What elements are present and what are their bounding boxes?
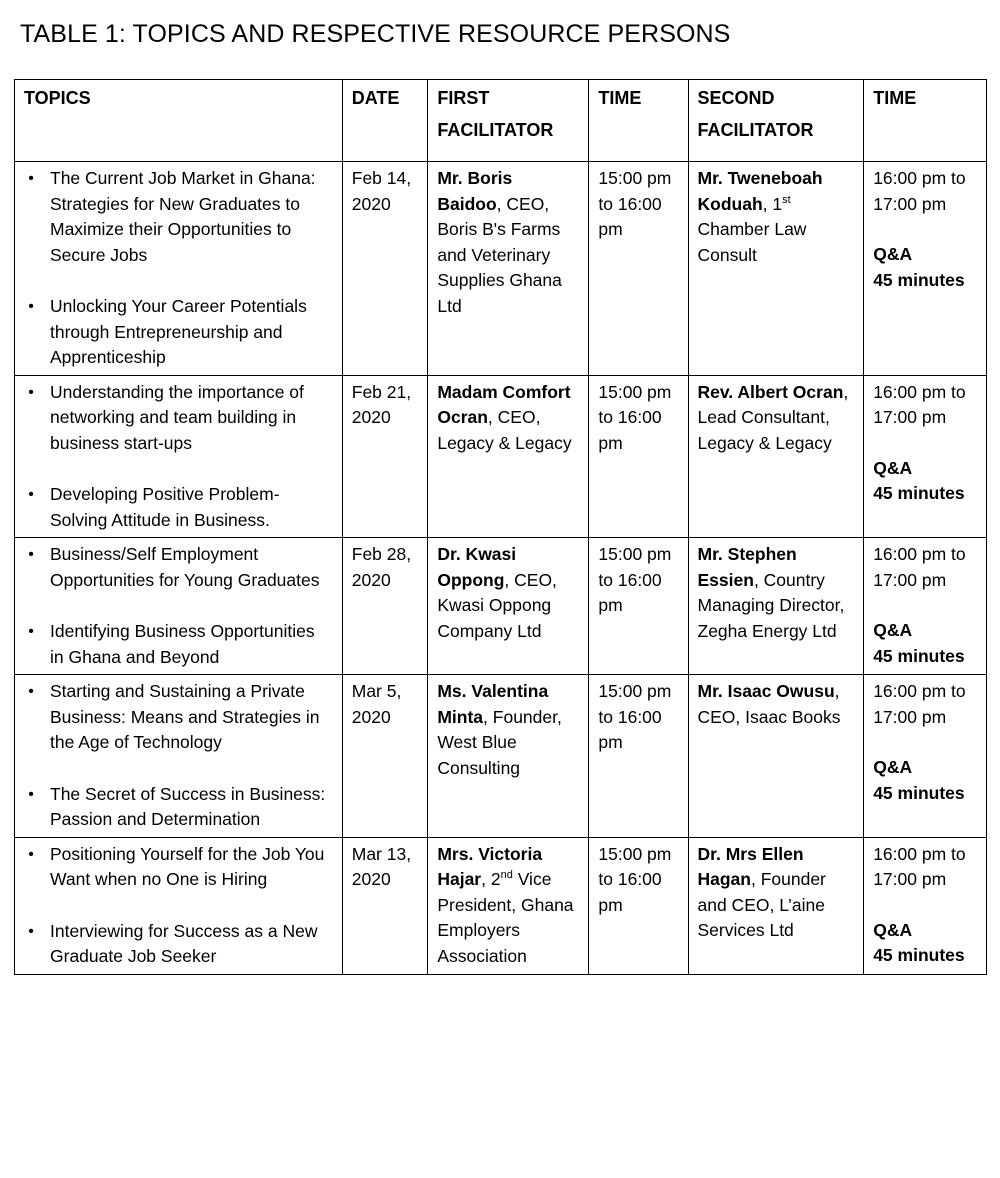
facilitator-role: , Country Managing Director, Zegha Energy Ltd: [697, 569, 845, 641]
time-2-cell: [864, 675, 987, 838]
qa-duration: 45 minutes: [873, 645, 965, 666]
bullet-icon: •: [28, 922, 34, 940]
topic-list: [24, 380, 333, 534]
topic-text: Business/Self Employment Opportunities for Young Graduates: [50, 544, 320, 590]
topic-item: [24, 842, 333, 893]
facilitator-role: Vice President, Ghana Employers Association: [437, 869, 574, 966]
topic-text: The Current Job Market in Ghana: Strategies for New Graduates to Maximize their Opportunities to Secure Jobs: [50, 168, 316, 265]
facilitator-role: , CEO, Isaac Books: [697, 681, 841, 727]
topic-item: [24, 919, 333, 970]
date-cell: Mar 13, 2020: [342, 837, 428, 974]
session-time: 16:00 pm to 17:00 pm: [873, 168, 966, 214]
first-facilitator-cell: [428, 675, 589, 838]
topic-list: [24, 542, 333, 670]
topic-item: [24, 542, 333, 593]
facilitator-name: Dr. Mrs Ellen Hagan: [697, 843, 804, 889]
qa-label: Q&A: [873, 457, 913, 478]
topic-list: [24, 679, 333, 833]
second-facilitator-cell: [688, 375, 864, 538]
table-row: [15, 538, 987, 675]
bullet-icon: •: [28, 383, 34, 401]
topic-list: [24, 166, 333, 371]
facilitator-name: Madam Comfort Ocran: [437, 381, 571, 427]
time-2-cell: [864, 375, 987, 538]
second-facilitator-cell: [688, 837, 864, 974]
qa-duration: 45 minutes: [873, 782, 965, 803]
session-time: 16:00 pm to 17:00 pm: [873, 681, 966, 727]
date-cell: Feb 28, 2020: [342, 538, 428, 675]
header-time-2: TIME: [864, 80, 987, 162]
facilitator-name: Mrs. Victoria Hajar: [437, 843, 543, 889]
time-1-cell: 15:00 pm to 16:00 pm: [589, 162, 688, 376]
topic-list: [24, 842, 333, 970]
facilitator-name: Mr. Tweneboah Koduah: [697, 168, 823, 214]
facilitator-role: Chamber Law Consult: [697, 219, 807, 265]
date-cell: Feb 14, 2020: [342, 162, 428, 376]
time-1-cell: 15:00 pm to 16:00 pm: [589, 375, 688, 538]
first-facilitator-cell: [428, 162, 589, 376]
header-first-facilitator: FIRST FACILITATOR: [428, 80, 589, 162]
date-cell: Mar 5, 2020: [342, 675, 428, 838]
time-2-cell: [864, 538, 987, 675]
table-row: [15, 837, 987, 974]
topic-item: [24, 482, 333, 533]
topic-text: Unlocking Your Career Potentials through Entrepreneurship and Apprenticeship: [50, 296, 307, 367]
qa-label: Q&A: [873, 919, 913, 940]
topic-text: Developing Positive Problem-Solving Attitude in Business.: [50, 484, 280, 530]
first-facilitator-cell: [428, 837, 589, 974]
second-facilitator-cell: [688, 162, 864, 376]
qa-label: Q&A: [873, 757, 913, 777]
facilitator-name: Mr. Stephen Essien: [697, 544, 797, 590]
time-2-cell: [864, 837, 987, 974]
topic-item: [24, 782, 333, 833]
facilitator-name: Dr. Kwasi Oppong: [437, 544, 517, 590]
qa-duration: 45 minutes: [873, 269, 965, 290]
facilitator-name: Mr. Isaac Owusu: [697, 681, 835, 701]
header-second-facilitator: SECOND FACILITATOR: [688, 80, 864, 162]
topics-cell: [15, 675, 343, 838]
session-time: 16:00 pm to 17:00 pm: [873, 381, 966, 427]
qa-duration: 45 minutes: [873, 945, 965, 965]
first-facilitator-cell: [428, 375, 589, 538]
schedule-table: [14, 79, 987, 975]
bullet-icon: •: [28, 683, 34, 700]
time-1-cell: 15:00 pm to 16:00 pm: [589, 538, 688, 675]
time-1-cell: 15:00 pm to 16:00 pm: [589, 675, 688, 838]
topic-text: Identifying Business Opportunities in Ghana and Beyond: [50, 621, 315, 667]
bullet-icon: •: [28, 298, 34, 315]
topic-text: Understanding the importance of networking and team building in business start-ups: [50, 381, 304, 453]
facilitator-role: , 1: [762, 193, 783, 214]
header-time-1: TIME: [589, 80, 688, 162]
facilitator-name: Ms. Valentina Minta: [437, 681, 549, 727]
facilitator-role: , CEO, Legacy & Legacy: [437, 407, 572, 453]
topics-cell: [15, 837, 343, 974]
topics-cell: [15, 375, 343, 538]
facilitator-role: , Founder, West Blue Consulting: [437, 706, 562, 778]
header-date: DATE: [342, 80, 428, 162]
second-facilitator-cell: [688, 675, 864, 838]
qa-duration: 45 minutes: [873, 483, 965, 503]
time-1-cell: 15:00 pm to 16:00 pm: [589, 837, 688, 974]
bullet-icon: •: [28, 845, 34, 863]
date-cell: Feb 21, 2020: [342, 375, 428, 538]
header-topics: TOPICS: [15, 80, 343, 162]
bullet-icon: •: [28, 623, 34, 640]
ordinal-suffix: nd: [500, 869, 513, 882]
facilitator-role: , Founder and CEO, L’aine Services Ltd: [697, 869, 826, 940]
facilitator-role: , CEO, Kwasi Oppong Company Ltd: [437, 569, 557, 641]
facilitator-role: , Lead Consultant, Legacy & Legacy: [697, 381, 849, 453]
second-facilitator-cell: [688, 538, 864, 675]
bullet-icon: •: [28, 785, 34, 803]
session-time: 16:00 pm to 17:00 pm: [873, 544, 966, 590]
table-row: [15, 675, 987, 838]
table-row: [15, 375, 987, 538]
topic-item: [24, 294, 333, 371]
topic-item: [24, 679, 333, 756]
facilitator-name: Rev. Albert Ocran: [697, 381, 844, 402]
facilitator-role: , CEO, Boris B's Farms and Veterinary Supplies Ghana Ltd: [437, 193, 562, 316]
time-2-cell: [864, 162, 987, 376]
header-row: [15, 80, 987, 162]
qa-label: Q&A: [873, 244, 913, 264]
bullet-icon: •: [28, 486, 34, 503]
topics-cell: [15, 538, 343, 675]
ordinal-suffix: st: [782, 193, 791, 206]
topics-cell: [15, 162, 343, 376]
facilitator-name: Mr. Boris Baidoo: [437, 168, 513, 214]
first-facilitator-cell: [428, 538, 589, 675]
topic-text: The Secret of Success in Business: Passion and Determination: [50, 783, 326, 829]
topic-text: Starting and Sustaining a Private Business: Means and Strategies in the Age of Technology: [50, 681, 320, 752]
bullet-icon: •: [28, 170, 34, 187]
qa-label: Q&A: [873, 620, 913, 640]
topic-item: [24, 380, 333, 457]
page-title: TABLE 1: TOPICS AND RESPECTIVE RESOURCE PERSONS: [20, 20, 731, 48]
topic-text: Positioning Yourself for the Job You Want when no One is Hiring: [50, 843, 325, 889]
facilitator-role: , 2: [481, 869, 501, 889]
table-row: [15, 162, 987, 376]
topic-item: [24, 166, 333, 268]
bullet-icon: •: [28, 546, 34, 563]
session-time: 16:00 pm to 17:00 pm: [873, 843, 966, 889]
topic-item: [24, 619, 333, 670]
topic-text: Interviewing for Success as a New Graduate Job Seeker: [50, 920, 318, 966]
